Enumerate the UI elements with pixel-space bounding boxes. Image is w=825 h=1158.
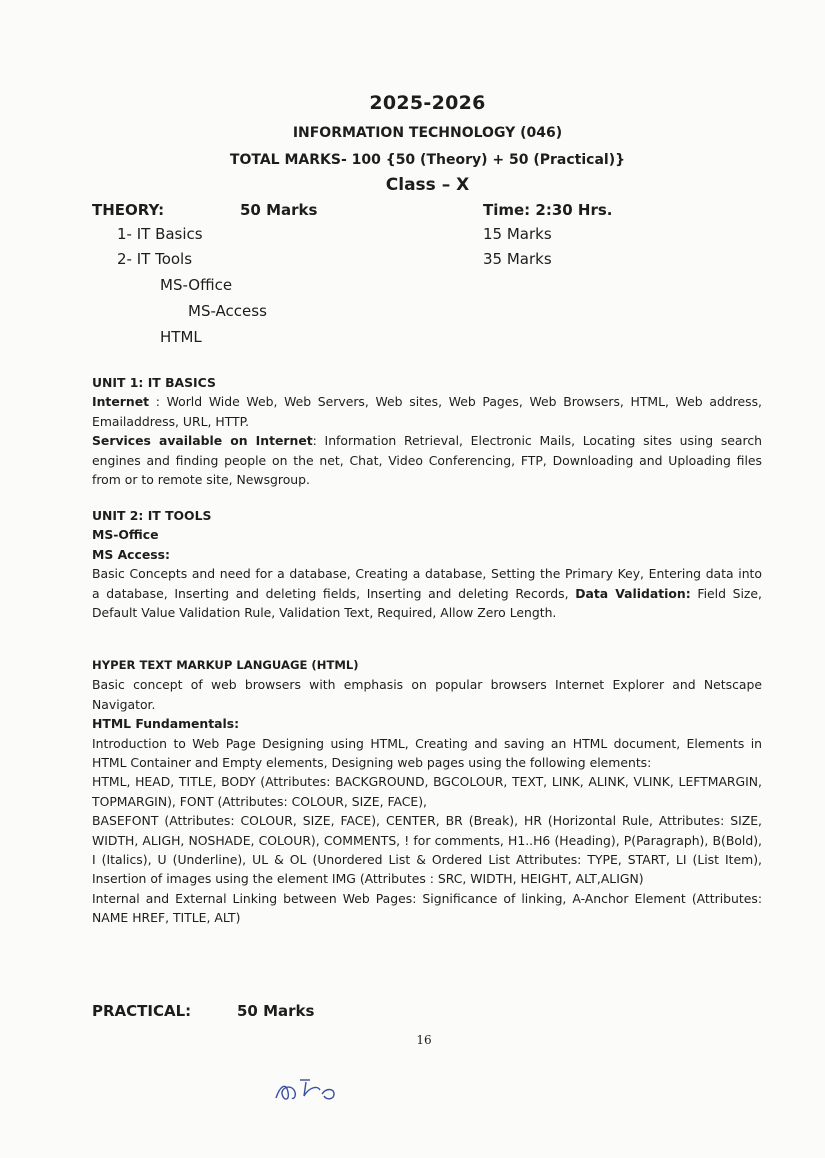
html-paragraph-1: Introduction to Web Page Designing using HTML, Creating and saving an HTML document, Elements in HTML Container and Empty elements, Designing web pages using the following elements:: [92, 735, 762, 771]
practical-row: [92, 1002, 315, 1020]
signature-mark: [270, 1068, 360, 1108]
html-paragraph-3: BASEFONT (Attributes: COLOUR, SIZE, FACE), CENTER, BR (Break), HR (Horizontal Rule, Attributes: SIZE, WIDTH, ALIGH, NOSHADE, COLOUR), COMMENTS, ! for comments, H1..H6 (Heading), P(Paragraph), B(Bold), I (Italics), U (Underline), UL & OL (Unordered List & Ordered List Attributes: TYPE, START, LI (List Item), Insertion of images using the element IMG (Attributes : SRC, WIDTH, HEIGHT, ALT,ALIGN): [92, 813, 762, 887]
ms-office-heading: MS-Office: [92, 527, 159, 543]
theory-item-it-basics: 1- IT Basics: [117, 225, 203, 243]
ms-access-heading: MS Access:: [92, 546, 170, 562]
unit2-heading: UNIT 2: IT TOOLS: [92, 508, 212, 523]
page-number: 16: [416, 1033, 432, 1047]
class-heading: Class – X: [385, 175, 470, 195]
validation-label: Data Validation:: [575, 585, 691, 601]
internet-label: Internet: [92, 394, 150, 410]
access-paragraph: [92, 564, 762, 622]
subitem-ms-office: MS-Office: [160, 276, 233, 294]
validation-text: Field Size, Default Value Validation Rule, Validation Text, Required, Allow Zero Length.: [92, 585, 762, 621]
total-marks-heading: TOTAL MARKS- 100 {50 (Theory) + 50 (Practical)}: [229, 152, 626, 168]
html-heading: HYPER TEXT MARKUP LANGUAGE (HTML): [92, 658, 359, 672]
services-text: : Information Retrieval, Electronic Mails, Locating sites using search engines and finding people on the net, Chat, Video Conferencing, FTP, Downloading and Uploading files from or to remote site, Newsgroup.: [92, 433, 762, 488]
access-text: Basic Concepts and need for a database, Creating a database, Setting the Primary Key, Entering data into a database, Inserting and deleting fields, Inserting and deleting Records,: [92, 566, 762, 601]
html-paragraph-2: HTML, HEAD, TITLE, BODY (Attributes: BACKGROUND, BGCOLOUR, TEXT, LINK, ALINK, VLINK, LEFTMARGIN, TOPMARGIN), FONT (Attributes: COLOUR, SIZE, FACE),: [92, 774, 762, 809]
practical-label: PRACTICAL:: [92, 1002, 192, 1020]
unit1-heading: UNIT 1: IT BASICS: [92, 375, 216, 390]
subject-heading: INFORMATION TECHNOLOGY (046): [292, 125, 563, 141]
subitem-ms-access: MS-Access: [188, 302, 267, 320]
theory-marks: 50 Marks: [240, 201, 318, 219]
internet-text: : World Wide Web, Web Servers, Web sites, Web Pages, Web Browsers, HTML, Web address, Emailaddress, URL, HTTP.: [92, 394, 762, 429]
theory-item-it-tools-marks: 35 Marks: [483, 250, 552, 268]
html-intro: Basic concept of web browsers with emphasis on popular browsers Internet Explorer and Netscape Navigator.: [92, 677, 762, 712]
html-paragraph-4: Internal and External Linking between Web Pages: Significance of linking, A-Anchor Element (Attributes: NAME HREF, TITLE, ALT): [92, 890, 762, 926]
unit1-section: [92, 373, 762, 489]
internet-paragraph: [92, 392, 762, 431]
html-section: [92, 656, 762, 928]
html-fundamentals-heading: HTML Fundamentals:: [92, 716, 240, 732]
theory-time: Time: 2:30 Hrs.: [483, 201, 613, 219]
practical-marks: 50 Marks: [237, 1002, 315, 1020]
theory-label: THEORY:: [92, 201, 165, 219]
theory-item-it-basics-marks: 15 Marks: [483, 225, 552, 243]
services-paragraph: [92, 431, 762, 489]
services-label: Services available on Internet: [92, 433, 313, 449]
year-heading: 2025-2026: [369, 92, 486, 114]
theory-item-it-tools: 2- IT Tools: [117, 250, 193, 268]
unit2-section: [92, 506, 762, 622]
subitem-html: HTML: [160, 328, 202, 346]
